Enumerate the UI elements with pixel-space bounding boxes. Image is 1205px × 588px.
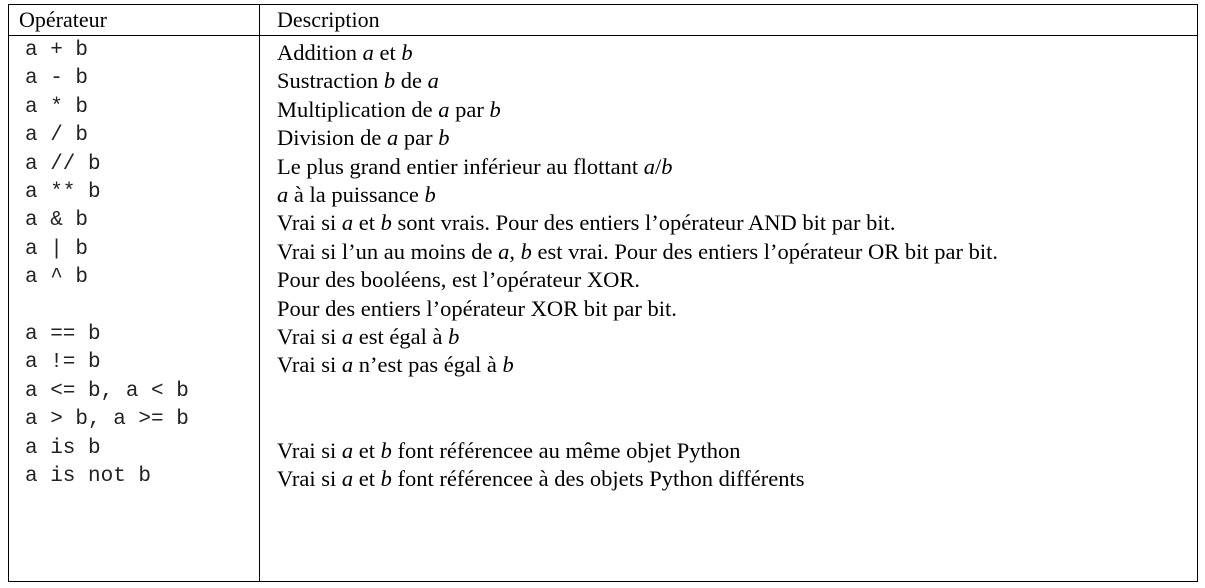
- header-operator: Opérateur: [19, 7, 107, 32]
- description-cell: Pour des entiers l’opérateur XOR bit par bit.: [277, 295, 677, 321]
- operator-cell: a * b: [25, 95, 89, 119]
- description-cell: Le plus grand entier inférieur au flottant a/b: [277, 153, 673, 179]
- table-row: [9, 379, 1197, 407]
- operator-cell: a is not b: [25, 465, 152, 488]
- table-row: [9, 436, 1197, 464]
- table-row: [9, 265, 1197, 293]
- description-cell: Vrai si a et b font référencee au même objet Python: [277, 437, 741, 463]
- description-cell: Division de a par b: [277, 125, 450, 151]
- description-cell: Vrai si a et b sont vrais. Pour des entiers l’opérateur AND bit par bit.: [277, 210, 896, 236]
- operator-cell: a + b: [25, 39, 89, 62]
- operators-table: [8, 4, 1198, 582]
- table-header: [9, 5, 1197, 35]
- operator-cell: a > b, a >= b: [25, 408, 189, 432]
- description-cell: Multiplication de a par b: [277, 96, 501, 122]
- operator-cell: a != b: [25, 351, 101, 375]
- operator-cell: a & b: [25, 209, 89, 233]
- header-divider: [9, 35, 1197, 36]
- description-cell: Vrai si a est égal à b: [277, 324, 460, 349]
- operator-cell: a | b: [25, 237, 89, 261]
- table-row: [9, 38, 1197, 66]
- table-row: [9, 123, 1197, 151]
- table-row: [9, 407, 1197, 435]
- description-cell: a à la puissance b: [277, 182, 436, 207]
- description-cell: Addition a et b: [277, 40, 413, 65]
- operator-cell: a / b: [25, 124, 89, 148]
- header-description: Description: [277, 7, 380, 32]
- description-cell: Vrai si a n’est pas égal à b: [277, 352, 514, 378]
- operator-cell: a - b: [25, 67, 89, 91]
- description-cell: Vrai si l’un au moins de a, b est vrai. Pour des entiers l’opérateur OR bit par bit.: [277, 238, 999, 264]
- table-row: [9, 294, 1197, 322]
- operator-cell: a ^ b: [25, 266, 89, 290]
- table-row: [9, 208, 1197, 236]
- description-cell: Pour des booléens, est l’opérateur XOR.: [277, 267, 641, 293]
- description-cell: Sustraction b de a: [277, 68, 439, 94]
- table-row: [9, 152, 1197, 180]
- operator-cell: a is b: [25, 436, 101, 460]
- table-row: [9, 464, 1197, 492]
- table-row: [9, 237, 1197, 265]
- table-row: [9, 95, 1197, 123]
- operator-cell: a == b: [25, 323, 101, 346]
- table-row: [9, 350, 1197, 378]
- operator-cell: a // b: [25, 152, 101, 176]
- table-row: [9, 66, 1197, 94]
- description-cell: Vrai si a et b font référencee à des objets Python différents: [277, 466, 805, 491]
- table-row: [9, 180, 1197, 208]
- operator-cell: a ** b: [25, 181, 101, 204]
- operator-cell: a <= b, a < b: [25, 379, 189, 403]
- table-row: [9, 322, 1197, 350]
